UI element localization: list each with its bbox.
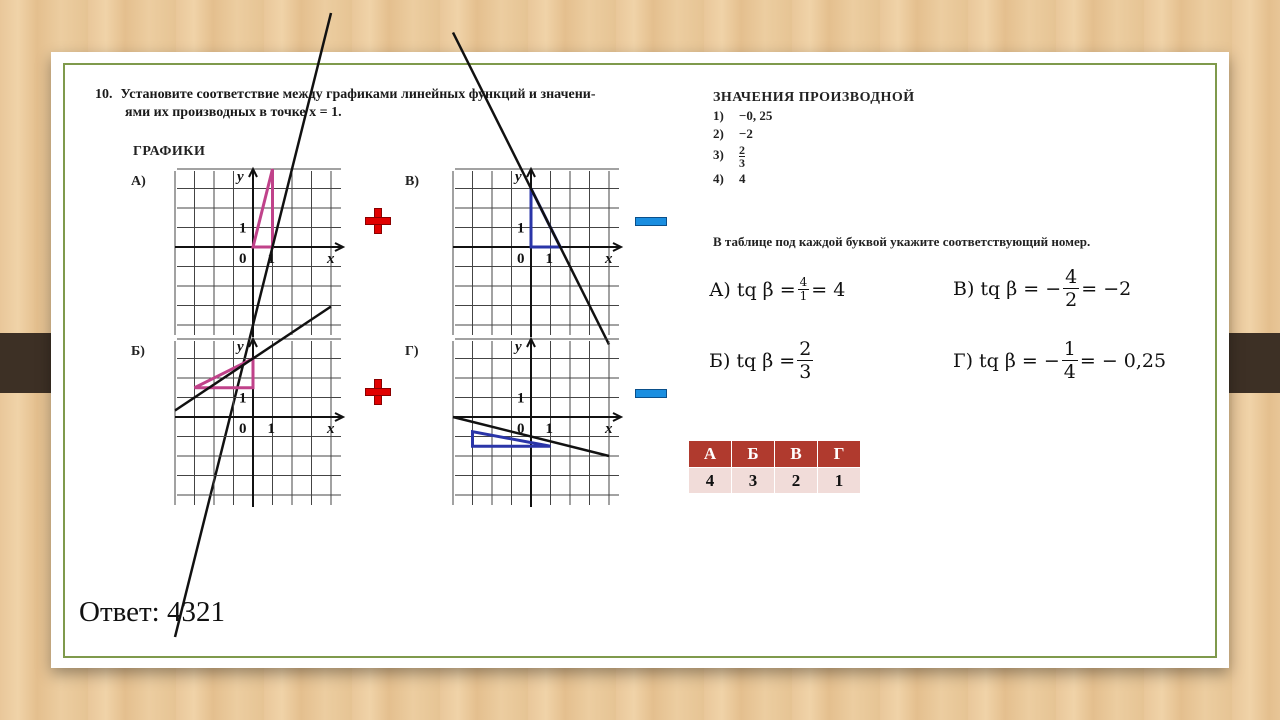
option-2: 2) −2 — [713, 126, 753, 141]
y-label: y — [237, 339, 244, 355]
y-label: y — [237, 169, 244, 185]
graphs-heading: ГРАФИКИ — [133, 144, 206, 159]
x-label: x — [605, 421, 613, 437]
derivative-title: ЗНАЧЕНИЯ ПРОИЗВОДНОЙ — [713, 90, 915, 105]
formula-v: В) tq β = − $\frac{4}{2}$ = −2 — [953, 266, 1132, 311]
tick-label: 1 — [267, 251, 275, 267]
task-scan — [83, 74, 689, 516]
tick-label: 1 — [239, 220, 247, 237]
origin-label: 0 — [517, 251, 525, 267]
origin-label: 0 — [239, 421, 247, 437]
option-1: 1) −0, 25 — [713, 108, 773, 123]
slide — [51, 52, 1229, 668]
task-number: 10. — [95, 87, 113, 102]
table-header: Б — [732, 441, 775, 468]
graph-b — [175, 339, 345, 509]
task-line-1: Установите соответствие между графиками линейных функций и значени- — [120, 87, 596, 102]
graph-g — [453, 339, 623, 509]
task-line-2: ями их производных в точке x = 1. — [125, 105, 342, 120]
table-header: Г — [818, 441, 861, 468]
tick-label: 1 — [517, 220, 525, 237]
table-cell: 3 — [732, 468, 775, 494]
graph-v — [453, 169, 623, 339]
table-header: А — [689, 441, 732, 468]
graph-v-label: В) — [405, 174, 419, 189]
plus-icon — [365, 379, 391, 405]
table-cell: 2 — [775, 468, 818, 494]
graph-g-label: Г) — [405, 344, 419, 359]
y-label: y — [515, 169, 522, 185]
x-label: x — [327, 421, 335, 437]
tick-label: 1 — [517, 390, 525, 407]
x-label: x — [605, 251, 613, 267]
table-header: В — [775, 441, 818, 468]
option-4: 4) 4 — [713, 171, 746, 186]
formula-b: Б) tq β = $\frac{2}{3}$ — [709, 338, 812, 383]
answer-table — [688, 440, 861, 494]
tick-label: 1 — [545, 251, 553, 267]
instruction: В таблице под каждой буквой укажите соответствующий номер. — [713, 234, 1091, 249]
graph-b-label: Б) — [131, 344, 145, 359]
x-label: x — [327, 251, 335, 267]
origin-label: 0 — [239, 251, 247, 267]
table-cell: 1 — [818, 468, 861, 494]
y-label: y — [515, 339, 522, 355]
formula-a: А) tq β = $\frac{4}{1}$ = 4 — [709, 275, 846, 303]
table-cell: 4 — [689, 468, 732, 494]
tick-label: 1 — [239, 390, 247, 407]
tick-label: 1 — [545, 421, 553, 437]
formula-g: Г) tq β = − $\frac{1}{4}$ = − 0,25 — [953, 338, 1167, 383]
minus-icon — [635, 217, 667, 226]
graph-a-label: А) — [131, 174, 146, 189]
plus-icon — [365, 208, 391, 234]
derivative-values — [713, 90, 1193, 187]
task-text — [95, 86, 695, 122]
minus-icon — [635, 389, 667, 398]
tick-label: 1 — [267, 421, 275, 437]
answer-text: Ответ: 4321 — [79, 596, 225, 628]
option-3: 3) $\frac{2}{3}$ — [713, 143, 745, 170]
origin-label: 0 — [517, 421, 525, 437]
